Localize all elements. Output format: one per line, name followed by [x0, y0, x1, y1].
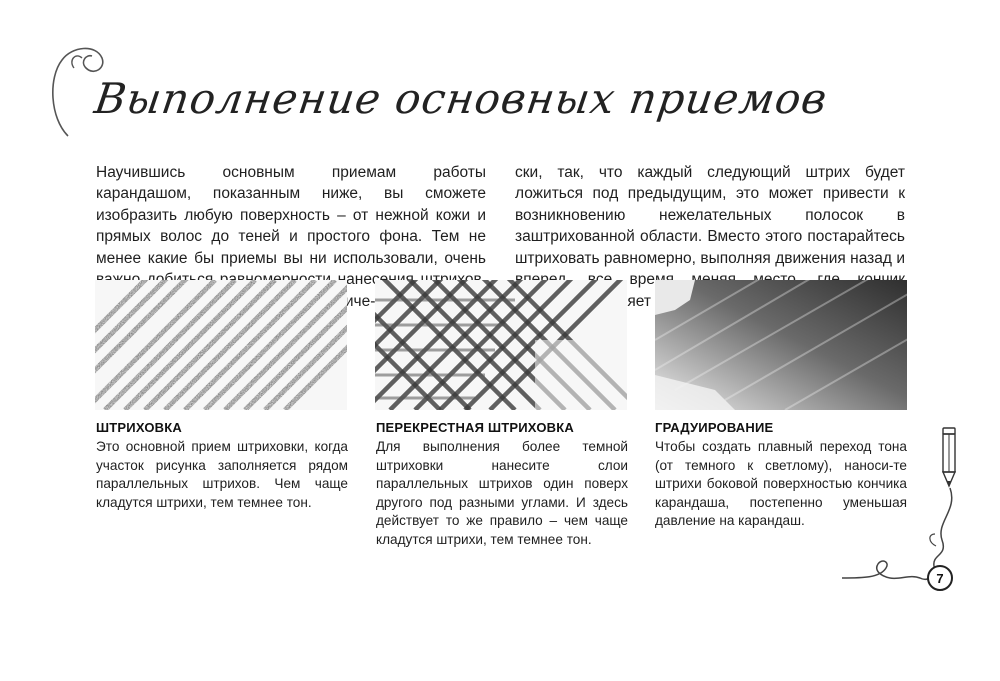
technique-cross-hatching [376, 420, 628, 550]
page-number: 7 [927, 565, 953, 591]
technique-title: ПЕРЕКРЕСТНАЯ ШТРИХОВКА [376, 420, 574, 435]
technique-description: Чтобы создать плавный переход тона (от темного к светлому), наноси-те штрихи боковой поверхностью кончика карандаша, постепенно уменьшая давление на карандаш. [655, 439, 907, 529]
page-title: Выполнение основных приемов [91, 74, 831, 123]
intro-text-left: Научившись основным приемам работы карандашом, показанным ниже, вы сможете изобразить любую поверхность – от нежной кожи и прямых волос до теней и простого фона. Тем не менее какие бы приемы вы ни использовали, очень [96, 163, 486, 267]
technique-description: Для выполнения более темной штриховки нанесите слои параллельных штрихов один поверх другого под разными углами. И здесь действует то же правило – чем чаще кладутся штрихи, тем темнее тон. [376, 439, 628, 547]
technique-title: ШТРИХОВКА [96, 420, 182, 435]
technique-title: ГРАДУИРОВАНИЕ [655, 420, 774, 435]
gradation-sample-image [655, 280, 907, 410]
technique-hatching [96, 420, 348, 512]
technique-description: Это основной прием штриховки, когда участок рисунка заполняется рядом параллельных штрихов. Чем чаще кладутся штрихи, тем темнее тон. [96, 439, 348, 510]
hatching-sample-image [95, 280, 347, 410]
cross-hatching-sample-image [375, 280, 627, 410]
intro-text-right: ски, так, что каждый следующий штрих будет ложиться под предыдущим, это может привести к возникновению нежелательных полосок в заштрихованной области. Вместо этого постарайтесь штриховать равномерно, выполняя движения назад и время [515, 163, 905, 289]
